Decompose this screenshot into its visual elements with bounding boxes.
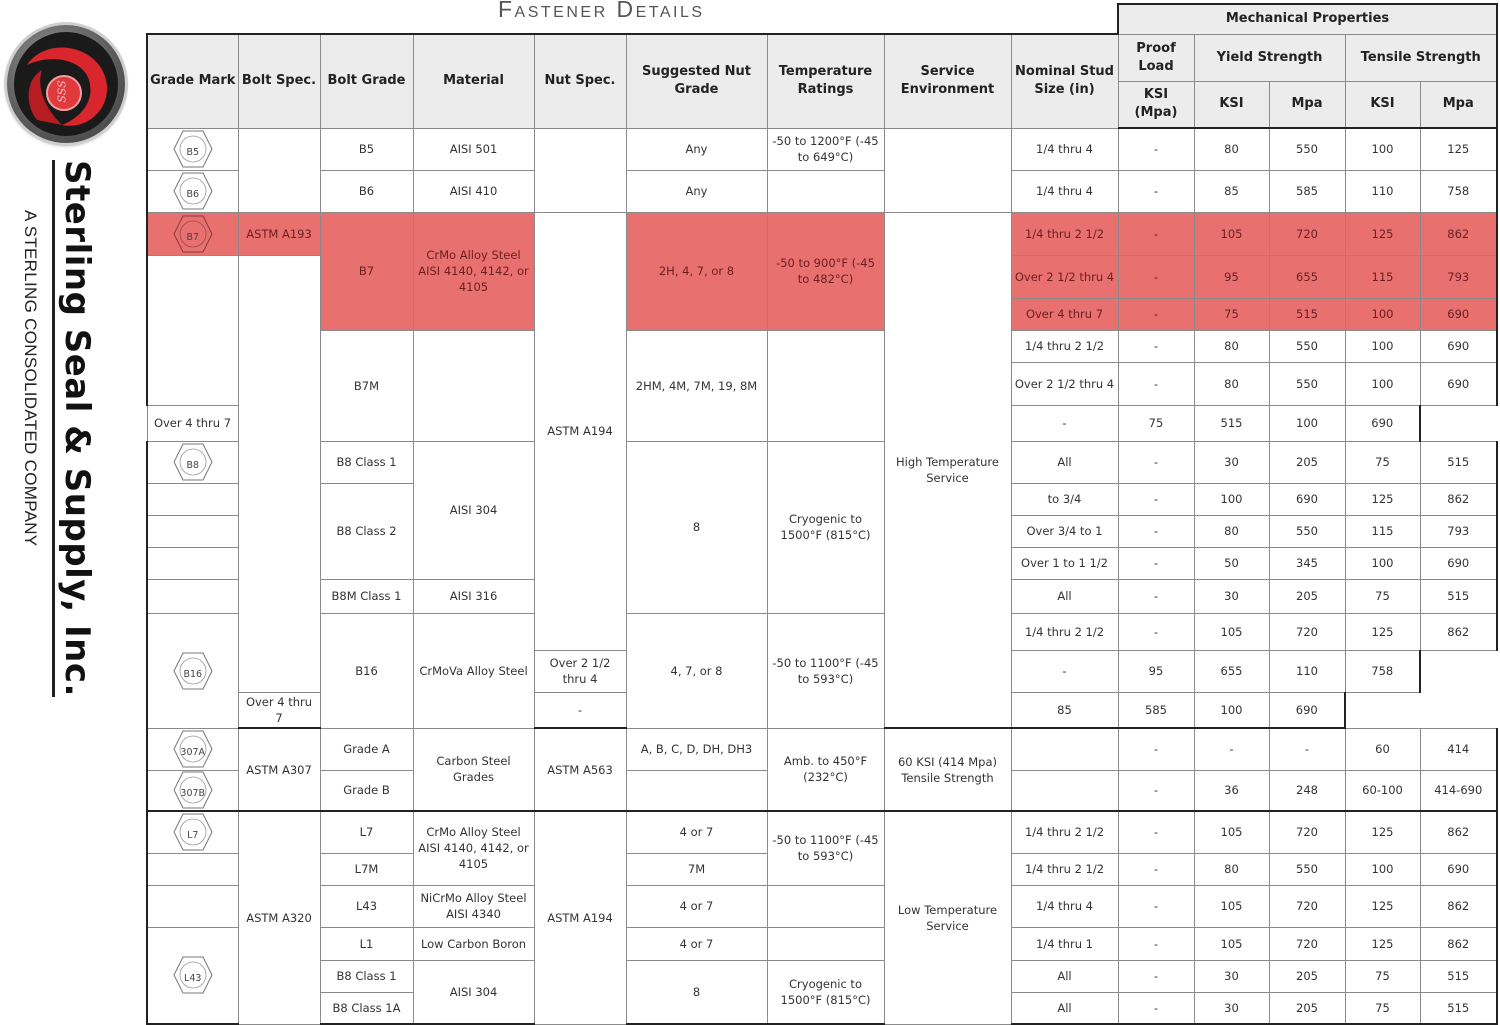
proof-cell: - xyxy=(1118,128,1194,170)
grade-mark-cell xyxy=(147,579,238,613)
tensile-ksi-cell: 60 xyxy=(1345,728,1420,770)
grade-mark-b8: B8 xyxy=(173,443,213,481)
size-cell xyxy=(1011,728,1118,770)
yield-ksi-cell: 30 xyxy=(1194,441,1269,483)
yield-mpa-cell: 720 xyxy=(1269,212,1345,255)
nut-grade-cell: Any xyxy=(626,170,767,212)
table-row xyxy=(147,441,1497,483)
table-row xyxy=(147,212,1497,255)
temperature-cell xyxy=(767,927,884,960)
material-cell: CrMo Alloy Steel AISI 4140, 4142, or 4105 xyxy=(413,811,534,885)
grade-mark-cell xyxy=(147,170,238,212)
company-tagline: A STERLING CONSOLIDATED COMPANY xyxy=(21,210,40,547)
proof-cell: - xyxy=(1118,515,1194,547)
table-row xyxy=(147,885,1497,927)
yield-ksi-cell: 105 xyxy=(1194,927,1269,960)
size-cell: 1/4 thru 2 1/2 xyxy=(1011,613,1118,650)
yield-ksi-cell: 50 xyxy=(1194,547,1269,579)
tensile-mpa-cell: 690 xyxy=(1420,547,1497,579)
bolt-spec-cell: ASTM A307 xyxy=(238,728,320,811)
tensile-mpa-cell: 690 xyxy=(1345,405,1420,441)
yield-mpa-cell: 205 xyxy=(1269,960,1345,992)
header-bolt-spec: Bolt Spec. xyxy=(238,34,320,128)
grade-mark-cell xyxy=(147,613,238,728)
proof-cell: - xyxy=(1118,547,1194,579)
brand-sidebar xyxy=(0,0,145,1025)
proof-cell: - xyxy=(1118,255,1194,298)
header-yield-strength: Yield Strength xyxy=(1194,34,1345,81)
size-cell: 1/4 thru 1 xyxy=(1011,927,1118,960)
grade-mark-b6: B6 xyxy=(173,172,213,210)
proof-cell: - xyxy=(1118,770,1194,811)
proof-cell: - xyxy=(1118,362,1194,405)
yield-ksi-cell: 80 xyxy=(1194,330,1269,362)
bolt-grade-cell: B5 xyxy=(320,128,413,170)
yield-ksi-cell: 75 xyxy=(1194,298,1269,330)
proof-cell: - xyxy=(1118,579,1194,613)
company-logo xyxy=(7,25,125,143)
nut-grade-cell: 8 xyxy=(626,441,767,613)
size-cell: Over 3/4 to 1 xyxy=(1011,515,1118,547)
tensile-ksi-cell: 110 xyxy=(1269,650,1345,692)
grade-mark-cell xyxy=(147,255,238,405)
grade-mark-l43: L43 xyxy=(173,956,213,994)
tensile-mpa-cell: 690 xyxy=(1420,298,1497,330)
yield-mpa-cell: 205 xyxy=(1269,579,1345,613)
tensile-mpa-cell: 690 xyxy=(1269,692,1345,728)
header-grade-mark: Grade Mark xyxy=(147,34,238,128)
yield-mpa-cell: 720 xyxy=(1269,811,1345,853)
table-row xyxy=(147,128,1497,170)
yield-ksi-cell: 105 xyxy=(1194,613,1269,650)
temperature-cell xyxy=(767,885,884,927)
nut-grade-cell: 4, 7, or 8 xyxy=(626,613,767,728)
bolt-grade-cell: L7M xyxy=(320,853,413,885)
bolt-spec-cell xyxy=(238,128,320,212)
header-nut-spec: Nut Spec. xyxy=(534,34,626,128)
yield-ksi-cell: 105 xyxy=(1194,212,1269,255)
tensile-mpa-cell: 758 xyxy=(1420,170,1497,212)
header-mechanical-properties: Mechanical Properties xyxy=(1118,4,1497,34)
size-cell: Over 4 thru 7 xyxy=(147,405,238,441)
nut-spec-cell xyxy=(534,128,626,212)
grade-mark-cell xyxy=(147,728,238,770)
table-row xyxy=(147,330,1497,362)
fastener-details-table xyxy=(146,3,1498,1025)
grade-mark-cell xyxy=(147,483,238,515)
proof-cell: - xyxy=(1118,212,1194,255)
proof-cell: - xyxy=(1118,483,1194,515)
proof-cell: - xyxy=(1118,441,1194,483)
grade-mark-cell xyxy=(147,547,238,579)
yield-ksi-cell: 80 xyxy=(1194,128,1269,170)
size-cell: 1/4 thru 2 1/2 xyxy=(1011,330,1118,362)
tensile-ksi-cell: 115 xyxy=(1345,255,1420,298)
proof-cell: - xyxy=(1118,613,1194,650)
proof-cell: - xyxy=(1118,330,1194,362)
proof-cell: - xyxy=(1118,992,1194,1024)
yield-ksi-cell: 36 xyxy=(1194,770,1269,811)
tensile-mpa-cell: 793 xyxy=(1420,515,1497,547)
yield-ksi-cell: 75 xyxy=(1118,405,1194,441)
yield-mpa-cell: 690 xyxy=(1269,483,1345,515)
nut-grade-cell: Any xyxy=(626,128,767,170)
material-cell: CrMoVa Alloy Steel xyxy=(413,613,534,728)
header-proof-load: Proof Load xyxy=(1118,34,1194,81)
grade-mark-cell xyxy=(147,885,238,927)
yield-ksi-cell: 85 xyxy=(1194,170,1269,212)
tensile-ksi-cell: 100 xyxy=(1345,547,1420,579)
material-cell: AISI 304 xyxy=(413,441,534,579)
nut-grade-cell: 4 or 7 xyxy=(626,885,767,927)
bolt-grade-cell: B8 Class 2 xyxy=(320,483,413,579)
tensile-ksi-cell: 75 xyxy=(1345,992,1420,1024)
size-cell: to 3/4 xyxy=(1011,483,1118,515)
table-row xyxy=(147,927,1497,960)
grade-mark-cell xyxy=(147,770,238,811)
size-cell: Over 2 1/2 thru 4 xyxy=(1011,255,1118,298)
tensile-ksi-cell: 75 xyxy=(1345,960,1420,992)
grade-mark-cell xyxy=(147,128,238,170)
yield-ksi-cell: 95 xyxy=(1194,255,1269,298)
bolt-grade-cell: L1 xyxy=(320,927,413,960)
tensile-mpa-cell: 414 xyxy=(1420,728,1497,770)
material-cell: Low Carbon Boron xyxy=(413,927,534,960)
tensile-ksi-cell: 125 xyxy=(1345,885,1420,927)
header-service-environment: Service Environment xyxy=(884,34,1011,128)
proof-cell: - xyxy=(1118,885,1194,927)
material-cell: CrMo Alloy Steel AISI 4140, 4142, or 4105 xyxy=(413,212,534,330)
tensile-mpa-cell: 862 xyxy=(1420,885,1497,927)
yield-ksi-cell: 105 xyxy=(1194,811,1269,853)
proof-cell: - xyxy=(1118,298,1194,330)
yield-mpa-cell: 655 xyxy=(1269,255,1345,298)
tensile-ksi-cell: 100 xyxy=(1269,405,1345,441)
table-row xyxy=(147,960,1497,992)
tensile-ksi-cell: 125 xyxy=(1345,927,1420,960)
tensile-mpa-cell: 862 xyxy=(1420,613,1497,650)
yield-mpa-cell: 720 xyxy=(1269,885,1345,927)
tensile-mpa-cell: 515 xyxy=(1420,992,1497,1024)
nut-grade-cell: 8 xyxy=(626,960,767,1024)
bolt-grade-cell: L7 xyxy=(320,811,413,853)
size-cell: Over 1 to 1 1/2 xyxy=(1011,547,1118,579)
grade-mark-307a: 307A xyxy=(173,730,213,768)
size-cell: 1/4 thru 4 xyxy=(1011,885,1118,927)
table-row xyxy=(147,811,1497,853)
header-tensile-ksi: KSI xyxy=(1345,81,1420,128)
tensile-ksi-cell: 100 xyxy=(1345,128,1420,170)
proof-cell: - xyxy=(1118,170,1194,212)
size-cell: All xyxy=(1011,992,1118,1024)
bolt-spec-cell: ASTM A320 xyxy=(238,811,320,1024)
tensile-ksi-cell: 125 xyxy=(1345,811,1420,853)
tensile-mpa-cell: 515 xyxy=(1420,441,1497,483)
header-yield-mpa: Mpa xyxy=(1269,81,1345,128)
bolt-grade-cell: B16 xyxy=(320,613,413,728)
table-row xyxy=(147,170,1497,212)
grade-mark-cell xyxy=(147,927,238,1024)
size-cell: All xyxy=(1011,441,1118,483)
size-cell: Over 4 thru 7 xyxy=(1011,298,1118,330)
tensile-ksi-cell: 115 xyxy=(1345,515,1420,547)
proof-cell: - xyxy=(534,692,626,728)
grade-mark-l7: L7 xyxy=(173,813,213,851)
bolt-grade-cell: L43 xyxy=(320,885,413,927)
bolt-spec-cell xyxy=(238,255,320,692)
yield-mpa-cell: 550 xyxy=(1269,362,1345,405)
tensile-ksi-cell: 100 xyxy=(1345,853,1420,885)
temperature-cell: Cryogenic to 1500°F (815°C) xyxy=(767,960,884,1024)
nut-spec-cell: ASTM A194 xyxy=(534,811,626,1024)
header-proof-ksi-mpa: KSI (Mpa) xyxy=(1118,81,1194,128)
yield-ksi-cell: 30 xyxy=(1194,579,1269,613)
header-tensile-mpa: Mpa xyxy=(1420,81,1497,128)
nut-grade-cell: 7M xyxy=(626,853,767,885)
header-nominal-stud-size: Nominal Stud Size (in) xyxy=(1011,34,1118,128)
size-cell: Over 4 thru 7 xyxy=(238,692,320,728)
yield-ksi-cell: 80 xyxy=(1194,853,1269,885)
grade-mark-cell xyxy=(147,811,238,853)
service-cell: High Temperature Service xyxy=(884,212,1011,728)
tensile-ksi-cell: 100 xyxy=(1345,330,1420,362)
material-cell: Carbon Steel Grades xyxy=(413,728,534,811)
grade-mark-cell xyxy=(147,853,238,885)
proof-cell: - xyxy=(1118,927,1194,960)
yield-ksi-cell: 30 xyxy=(1194,960,1269,992)
yield-ksi-cell: 80 xyxy=(1194,362,1269,405)
grade-mark-cell xyxy=(147,515,238,547)
temperature-cell: -50 to 1100°F (-45 to 593°C) xyxy=(767,613,884,728)
page-title: Fastener Details xyxy=(498,0,705,22)
grade-mark-cell xyxy=(147,441,238,483)
material-cell: AISI 501 xyxy=(413,128,534,170)
size-cell: 1/4 thru 4 xyxy=(1011,170,1118,212)
tensile-mpa-cell: 862 xyxy=(1420,212,1497,255)
logo-text: SSS xyxy=(55,80,69,103)
temperature-cell: -50 to 900°F (-45 to 482°C) xyxy=(767,212,884,330)
temperature-cell: -50 to 1100°F (-45 to 593°C) xyxy=(767,811,884,885)
yield-mpa-cell: 720 xyxy=(1269,613,1345,650)
size-cell: All xyxy=(1011,579,1118,613)
yield-mpa-cell: 655 xyxy=(1194,650,1269,692)
proof-cell: - xyxy=(1011,405,1118,441)
tensile-ksi-cell: 60-100 xyxy=(1345,770,1420,811)
material-cell: AISI 410 xyxy=(413,170,534,212)
grade-mark-b7: B7 xyxy=(173,215,213,253)
header-tensile-strength: Tensile Strength xyxy=(1345,34,1497,81)
yield-ksi-cell: - xyxy=(1194,728,1269,770)
bolt-grade-cell: B7 xyxy=(320,212,413,330)
temperature-cell: -50 to 1200°F (-45 to 649°C) xyxy=(767,128,884,170)
proof-cell: - xyxy=(1118,728,1194,770)
tensile-mpa-cell: 125 xyxy=(1420,128,1497,170)
proof-cell: - xyxy=(1011,650,1118,692)
tensile-mpa-cell: 690 xyxy=(1420,330,1497,362)
yield-mpa-cell: 205 xyxy=(1269,441,1345,483)
proof-cell: - xyxy=(1118,811,1194,853)
proof-cell: - xyxy=(1118,960,1194,992)
tensile-ksi-cell: 125 xyxy=(1345,212,1420,255)
material-cell: NiCrMo Alloy Steel AISI 4340 xyxy=(413,885,534,927)
yield-mpa-cell: 550 xyxy=(1269,853,1345,885)
size-cell: All xyxy=(1011,960,1118,992)
tensile-ksi-cell: 125 xyxy=(1345,483,1420,515)
tensile-mpa-cell: 690 xyxy=(1420,853,1497,885)
yield-ksi-cell: 80 xyxy=(1194,515,1269,547)
temperature-cell: Cryogenic to 1500°F (815°C) xyxy=(767,441,884,613)
tensile-ksi-cell: 100 xyxy=(1194,692,1269,728)
header-yield-ksi: KSI xyxy=(1194,81,1269,128)
yield-ksi-cell: 105 xyxy=(1194,885,1269,927)
size-cell: 1/4 thru 2 1/2 xyxy=(1011,212,1118,255)
yield-mpa-cell: 550 xyxy=(1269,128,1345,170)
header-suggested-nut-grade: Suggested Nut Grade xyxy=(626,34,767,128)
tensile-mpa-cell: 862 xyxy=(1420,927,1497,960)
tensile-mpa-cell: 862 xyxy=(1420,811,1497,853)
size-cell: 1/4 thru 4 xyxy=(1011,128,1118,170)
yield-mpa-cell: 205 xyxy=(1269,992,1345,1024)
tensile-ksi-cell: 110 xyxy=(1345,170,1420,212)
service-cell: 60 KSI (414 Mpa) Tensile Strength xyxy=(884,728,1011,811)
nut-grade-cell xyxy=(626,770,767,811)
material-cell xyxy=(413,330,534,441)
nut-grade-cell: 2HM, 4M, 7M, 19, 8M xyxy=(626,330,767,441)
bolt-spec-cell: ASTM A193 xyxy=(238,212,320,255)
material-cell: AISI 304 xyxy=(413,960,534,1024)
size-cell: Over 2 1/2 thru 4 xyxy=(534,650,626,692)
tensile-ksi-cell: 75 xyxy=(1345,579,1420,613)
tensile-ksi-cell: 125 xyxy=(1345,613,1420,650)
nut-grade-cell: 2H, 4, 7, or 8 xyxy=(626,212,767,330)
yield-ksi-cell: 85 xyxy=(1011,692,1118,728)
yield-mpa-cell: 550 xyxy=(1269,515,1345,547)
size-cell: 1/4 thru 2 1/2 xyxy=(1011,811,1118,853)
yield-mpa-cell: 515 xyxy=(1194,405,1269,441)
yield-mpa-cell: 515 xyxy=(1269,298,1345,330)
nut-grade-cell: 4 or 7 xyxy=(626,811,767,853)
service-cell xyxy=(884,128,1011,212)
tensile-mpa-cell: 515 xyxy=(1420,579,1497,613)
yield-ksi-cell: 30 xyxy=(1194,992,1269,1024)
temperature-cell: Amb. to 450°F (232°C) xyxy=(767,728,884,811)
bolt-grade-cell: B8M Class 1 xyxy=(320,579,413,613)
size-cell: 1/4 thru 2 1/2 xyxy=(1011,853,1118,885)
grade-mark-b16: B16 xyxy=(173,652,213,690)
tensile-ksi-cell: 75 xyxy=(1345,441,1420,483)
nut-spec-cell: ASTM A194 xyxy=(534,212,626,650)
tensile-mpa-cell: 862 xyxy=(1420,483,1497,515)
temperature-cell xyxy=(767,170,884,212)
tensile-mpa-cell: 414-690 xyxy=(1420,770,1497,811)
yield-ksi-cell: 100 xyxy=(1194,483,1269,515)
nut-spec-cell: ASTM A563 xyxy=(534,728,626,811)
company-name: Sterling Seal & Supply, Inc. xyxy=(52,160,97,697)
bolt-grade-cell: Grade B xyxy=(320,770,413,811)
tensile-mpa-cell: 758 xyxy=(1345,650,1420,692)
tensile-ksi-cell: 100 xyxy=(1345,298,1420,330)
temperature-cell xyxy=(767,330,884,441)
grade-mark-307b: 307B xyxy=(173,771,213,809)
yield-mpa-cell: 345 xyxy=(1269,547,1345,579)
table-row xyxy=(147,613,1497,650)
bolt-grade-cell: B8 Class 1A xyxy=(320,992,413,1024)
bolt-grade-cell: B7M xyxy=(320,330,413,441)
yield-mpa-cell: 720 xyxy=(1269,927,1345,960)
grade-mark-cell xyxy=(147,212,238,255)
nut-grade-cell: 4 or 7 xyxy=(626,927,767,960)
yield-mpa-cell: 550 xyxy=(1269,330,1345,362)
bolt-grade-cell: B6 xyxy=(320,170,413,212)
header-bolt-grade: Bolt Grade xyxy=(320,34,413,128)
yield-mpa-cell: 585 xyxy=(1118,692,1194,728)
size-cell xyxy=(1011,770,1118,811)
bolt-grade-cell: B8 Class 1 xyxy=(320,960,413,992)
proof-cell: - xyxy=(1118,853,1194,885)
header-material: Material xyxy=(413,34,534,128)
tensile-mpa-cell: 690 xyxy=(1420,362,1497,405)
nut-grade-cell: A, B, C, D, DH, DH3 xyxy=(626,728,767,770)
yield-mpa-cell: - xyxy=(1269,728,1345,770)
header-temperature-ratings: Temperature Ratings xyxy=(767,34,884,128)
size-cell: Over 2 1/2 thru 4 xyxy=(1011,362,1118,405)
bolt-grade-cell: Grade A xyxy=(320,728,413,770)
tensile-mpa-cell: 793 xyxy=(1420,255,1497,298)
grade-mark-b5: B5 xyxy=(173,130,213,168)
header-spacer xyxy=(147,4,1118,34)
yield-mpa-cell: 248 xyxy=(1269,770,1345,811)
tensile-mpa-cell: 515 xyxy=(1420,960,1497,992)
bolt-grade-cell: B8 Class 1 xyxy=(320,441,413,483)
yield-mpa-cell: 585 xyxy=(1269,170,1345,212)
service-cell: Low Temperature Service xyxy=(884,811,1011,1024)
tensile-ksi-cell: 100 xyxy=(1345,362,1420,405)
table-row xyxy=(147,728,1497,770)
material-cell: AISI 316 xyxy=(413,579,534,613)
yield-ksi-cell: 95 xyxy=(1118,650,1194,692)
